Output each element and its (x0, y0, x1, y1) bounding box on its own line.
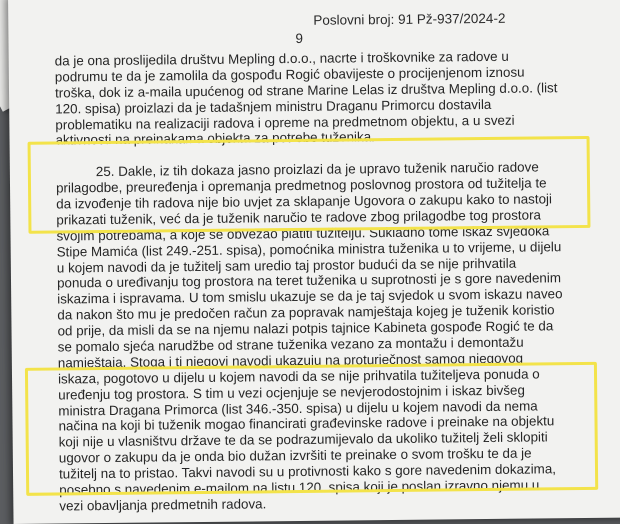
text-line: u kojem navodi da je tužitelj sam uredio taj prostor budući da se nije prihvatila (56, 255, 517, 276)
case-number: Poslovni broj: 91 Pž-937/2024-2 (313, 10, 506, 28)
text-line: ponuda o uređivanju tog prostora na teret tuženika u suprotnosti je s gore navedenim (56, 270, 562, 291)
text-line: prikazati tuženik, već da je tuženik naručio te radove zbog prilagodbe tog prostora (56, 207, 542, 228)
text-line: tužitelj na to pristao. Takvi navodi su u protivnosti kako s gore navedenim dokazima, (58, 461, 557, 482)
text-line: vezi obavljanja predmetnih radova. (59, 496, 267, 514)
text-line: iskazima i ispravama. U tom smislu ukazuje se da je taj svjedok u svom iskazu naveo (57, 286, 563, 307)
text-line: posebno s navedenim e-mailom na listu 120. spisa koji je poslan izravno njemu u (59, 477, 540, 498)
text-line: uređenju tog prostora. S tim u vezi ocjenjuje se nevjerodostojnim i iskaz bivšeg (58, 382, 525, 403)
page-number: 9 (295, 30, 304, 46)
text-line: Stipe Mamića (list 249.-251. spisa), pomoćnika ministra tuženika u to vrijeme, u dijelu (56, 238, 562, 260)
highlight-box-primorac-testimony (25, 362, 598, 496)
highlight-box-paragraph-25 (28, 136, 591, 234)
text-line: koji nije u vlasništvu države te da se podrazumijevalo da ukoliko tužitelj želi sklopiti (58, 429, 548, 450)
text-line: prilagodbe, preuređenja i opremanja predmetnog poslovnog prostora od tužitelja te (55, 175, 547, 196)
text-line: da je ona proslijedila društvu Mepling d.o.o., nacrte i troškovnike za radove u (54, 48, 509, 69)
text-line: načina na koji bi tuženik mogao financirati građevinske radove i preinake na objektu (58, 413, 555, 434)
text-line: ministra Dragana Primorca (list 346.-350. spisa) u dijelu u kojem navodi da nema (58, 398, 538, 419)
text-line: podrumu te da je zamolila da gospođu Rogić obavijeste o procijenjenom iznosu (54, 64, 525, 85)
text-line: ugovor o zakupu da je onda bio dužan izvršiti te preinake o svom trošku te da je (58, 445, 532, 466)
text-line: da nakon što mu je predočen račun za popravak namještaja kojeg je tuženik koristio (57, 302, 555, 323)
document-page (8, 0, 620, 524)
text-line: 25. Dakle, iz tih dokaza jasno proizlazi da je upravo tuženik naručio radove (95, 159, 539, 180)
text-line: iskaza, pogotovo u dijelu u kojem navodi da se nije prihvatila tužiteljeva ponuda o (57, 366, 540, 387)
text-line: troška, dok iz a-maila upućenog od strane Marine Lelas iz društva Mepling d.o.o. (list (54, 80, 558, 101)
text-line: od prije, da misli da se na njemu nalazi potpis tajnice Kabineta gospođe Rogić te da (57, 318, 554, 339)
text-line: da izvođenje tih radova nije bio uvjet za sklapanje Ugovora o zakupu kako to nastoji (56, 191, 553, 212)
text-line: 120. spisa) proizlazi da je tadašnjem ministru Draganu Primorcu dostavila (55, 96, 492, 117)
text-line: aktivnosti na preinakama objekta za potrebe tuženika. (55, 129, 375, 148)
text-line: namještaja. Stoga i ti njegovi navodi ukazuju na proturječnost samog njegovog (57, 350, 524, 371)
text-line: problematiku na realizaciji radova i opreme na predmetnom objektu, a u svezi (55, 112, 515, 133)
text-line: se pomalo sjeća narudžbe od strane tuženika vezano za montažu i demontažu (57, 334, 524, 355)
text-line: svojim potrebama, a koje se obvezao platiti tužitelju. Sukladno tome iskaz svjedoka (56, 223, 550, 244)
